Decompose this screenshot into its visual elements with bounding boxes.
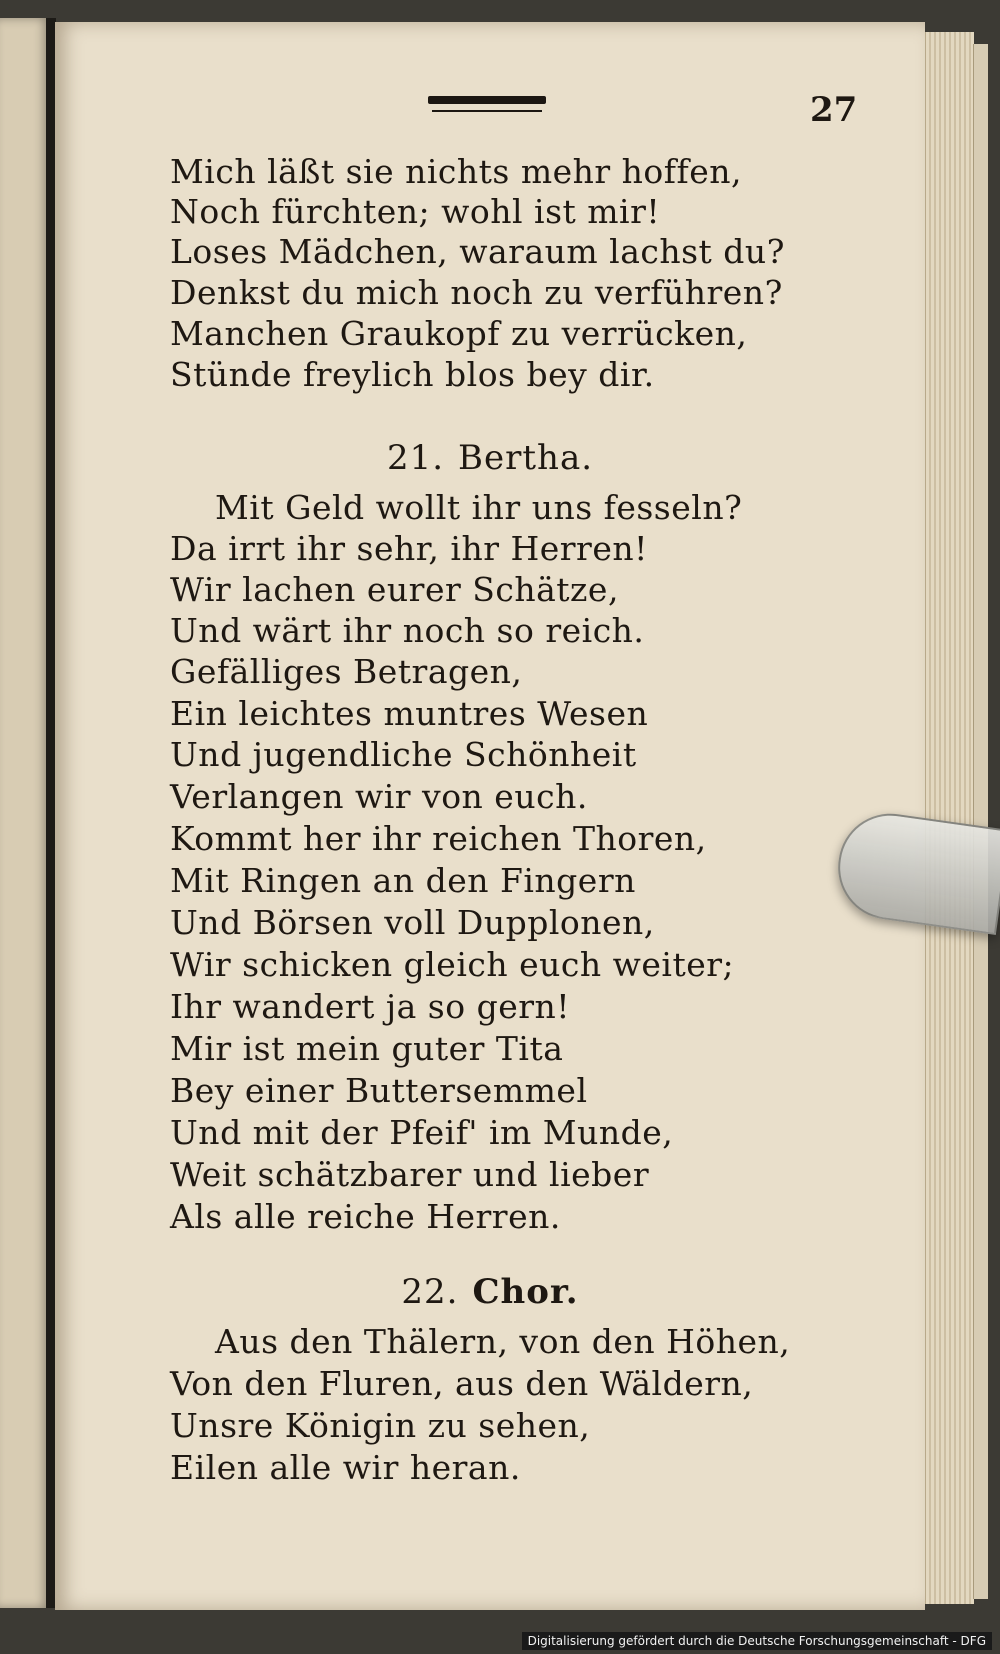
- poem-line: Mit Geld wollt ihr uns fesseln?: [215, 488, 743, 527]
- poem-line: Manchen Graukopf zu verrücken,: [170, 314, 748, 353]
- poem-line: Von den Fluren, aus den Wäldern,: [170, 1364, 754, 1403]
- section-heading-22: [55, 1272, 925, 1312]
- left-page-edge: [0, 18, 50, 1608]
- header-rule: [428, 96, 546, 104]
- poem-line: Loses Mädchen, waraum lachst du?: [170, 232, 785, 271]
- book-cover-edge: [973, 44, 988, 1599]
- section-title: Bertha.: [458, 438, 594, 478]
- poem-line: Unsre Königin zu sehen,: [170, 1406, 591, 1445]
- page-number: 27: [810, 90, 858, 130]
- poem-line: Als alle reiche Herren.: [170, 1197, 561, 1236]
- poem-line: Noch fürchten; wohl ist mir!: [170, 192, 661, 231]
- page-stack-edge: [925, 32, 974, 1604]
- section-number: 22.: [401, 1272, 459, 1312]
- poem-line: Und mit der Pfeif' im Munde,: [170, 1113, 674, 1152]
- poem-line: Eilen alle wir heran.: [170, 1448, 521, 1487]
- poem-line: Mich läßt sie nichts mehr hoffen,: [170, 152, 742, 191]
- digitization-credit: Digitalisierung gefördert durch die Deutsche Forschungsgemeinschaft - DFG: [522, 1632, 992, 1650]
- poem-line: Da irrt ihr sehr, ihr Herren!: [170, 529, 648, 568]
- poem-line: Und wärt ihr noch so reich.: [170, 611, 645, 650]
- poem-line: Kommt her ihr reichen Thoren,: [170, 819, 707, 858]
- poem-line: Ihr wandert ja so gern!: [170, 987, 571, 1026]
- section-title: Chor.: [472, 1272, 579, 1312]
- poem-line: Und jugendliche Schönheit: [170, 735, 637, 774]
- poem-line: Aus den Thälern, von den Höhen,: [215, 1322, 791, 1361]
- poem-line: Mit Ringen an den Fingern: [170, 861, 636, 900]
- poem-line: Gefälliges Betragen,: [170, 652, 523, 691]
- poem-line: Bey einer Buttersemmel: [170, 1071, 588, 1110]
- section-heading-21: [55, 438, 925, 478]
- poem-line: Wir schicken gleich euch weiter;: [170, 945, 735, 984]
- poem-line: Wir lachen eurer Schätze,: [170, 570, 619, 609]
- poem-line: Weit schätzbarer und lieber: [170, 1155, 650, 1194]
- poem-line: Denkst du mich noch zu verführen?: [170, 273, 783, 312]
- poem-line: Stünde freylich blos bey dir.: [170, 355, 655, 394]
- poem-line: Ein leichtes muntres Wesen: [170, 694, 649, 733]
- poem-line: Mir ist mein guter Tita: [170, 1029, 564, 1068]
- section-number: 21.: [386, 438, 445, 478]
- poem-line: Und Börsen voll Dupplonen,: [170, 903, 655, 942]
- poem-line: Verlangen wir von euch.: [170, 777, 588, 816]
- header-rule-thin: [432, 110, 542, 112]
